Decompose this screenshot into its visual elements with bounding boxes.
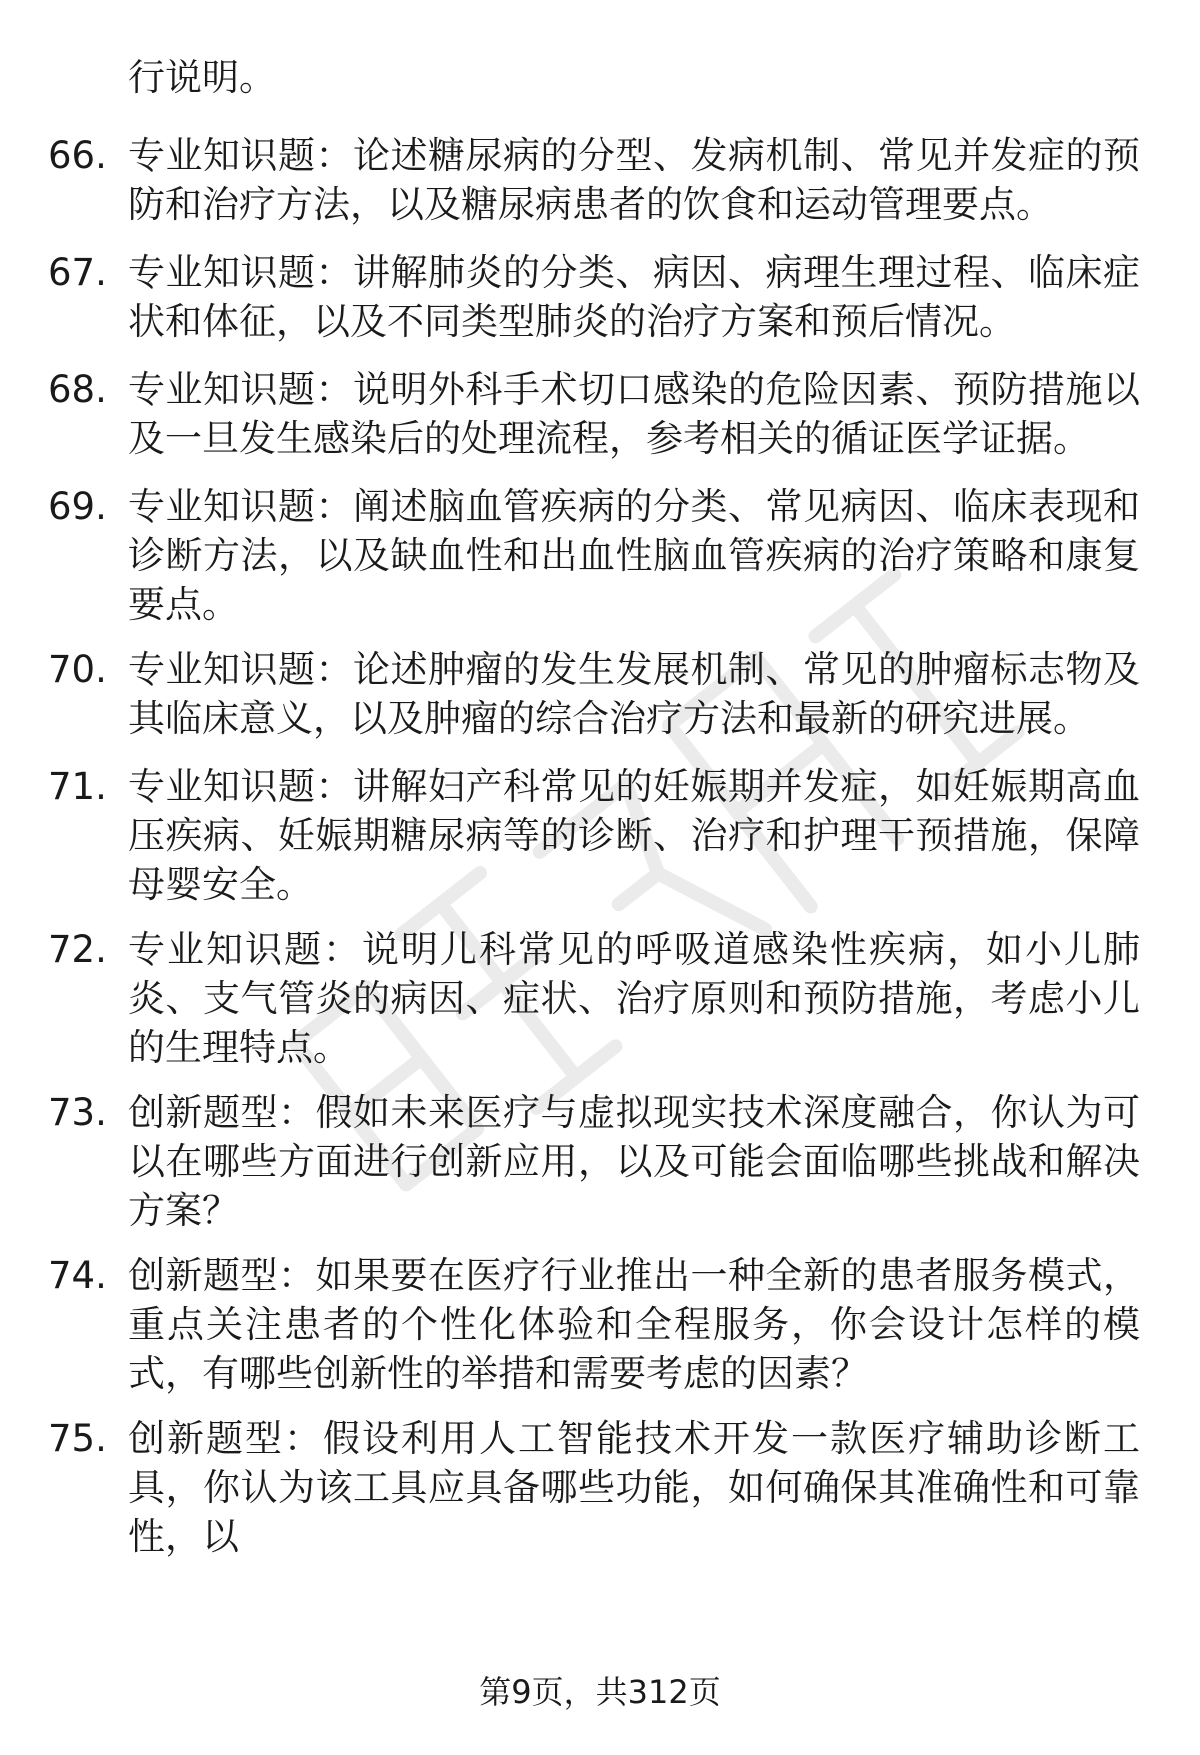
item-text: 专业知识题：讲解妇产科常见的妊娠期并发症，如妊娠期高血压疾病、妊娠期糖尿病等的诊断、治疗和护理干预措施，保障母婴安全。 <box>128 765 1140 906</box>
item-text: 专业知识题：阐述脑血管疾病的分类、常见病因、临床表现和诊断方法，以及缺血性和出血性脑血管疾病的治疗策略和康复要点。 <box>128 485 1140 626</box>
item-text: 专业知识题：说明外科手术切口感染的危险因素、预防措施以及一旦发生感染后的处理流程，参考相关的循证医学证据。 <box>128 368 1140 460</box>
item-number: 69. <box>48 485 107 528</box>
item-number: 74. <box>48 1254 107 1297</box>
item-number: 72. <box>48 928 107 971</box>
item-text: 专业知识题：论述糖尿病的分型、发病机制、常见并发症的预防和治疗方法，以及糖尿病患者的饮食和运动管理要点。 <box>128 134 1140 226</box>
item-text: 专业知识题：讲解肺炎的分类、病因、病理生理过程、临床症状和体征，以及不同类型肺炎的治疗方案和预后情况。 <box>128 251 1140 343</box>
item-number: 67. <box>48 251 107 294</box>
item-number: 73. <box>48 1091 107 1134</box>
item-number: 68. <box>48 368 107 411</box>
item-number: 75. <box>48 1417 107 1460</box>
page-number-footer: 第9页，共312页 <box>479 1673 721 1711</box>
item-number: 66. <box>48 134 107 177</box>
continuation-text: 行说明。 <box>128 56 276 99</box>
item-text: 创新题型：如果要在医疗行业推出一种全新的患者服务模式，重点关注患者的个性化体验和全程服务，你会设计怎样的模式，有哪些创新性的举措和需要考虑的因素？ <box>128 1254 1140 1395</box>
item-text: 专业知识题：说明儿科常见的呼吸道感染性疾病，如小儿肺炎、支气管炎的病因、症状、治疗原则和预防措施，考虑小儿的生理特点。 <box>128 928 1140 1069</box>
item-text: 创新题型：假如未来医疗与虚拟现实技术深度融合，你认为可以在哪些方面进行创新应用，以及可能会面临哪些挑战和解决方案？ <box>128 1091 1140 1232</box>
item-number: 70. <box>48 648 107 691</box>
item-text: 专业知识题：论述肿瘤的发生发展机制、常见的肿瘤标志物及其临床意义，以及肿瘤的综合治疗方法和最新的研究进展。 <box>128 648 1140 740</box>
item-number: 71. <box>48 765 107 808</box>
item-text: 创新题型：假设利用人工智能技术开发一款医疗辅助诊断工具，你认为该工具应具备哪些功能，如何确保其准确性和可靠性，以 <box>128 1417 1140 1558</box>
